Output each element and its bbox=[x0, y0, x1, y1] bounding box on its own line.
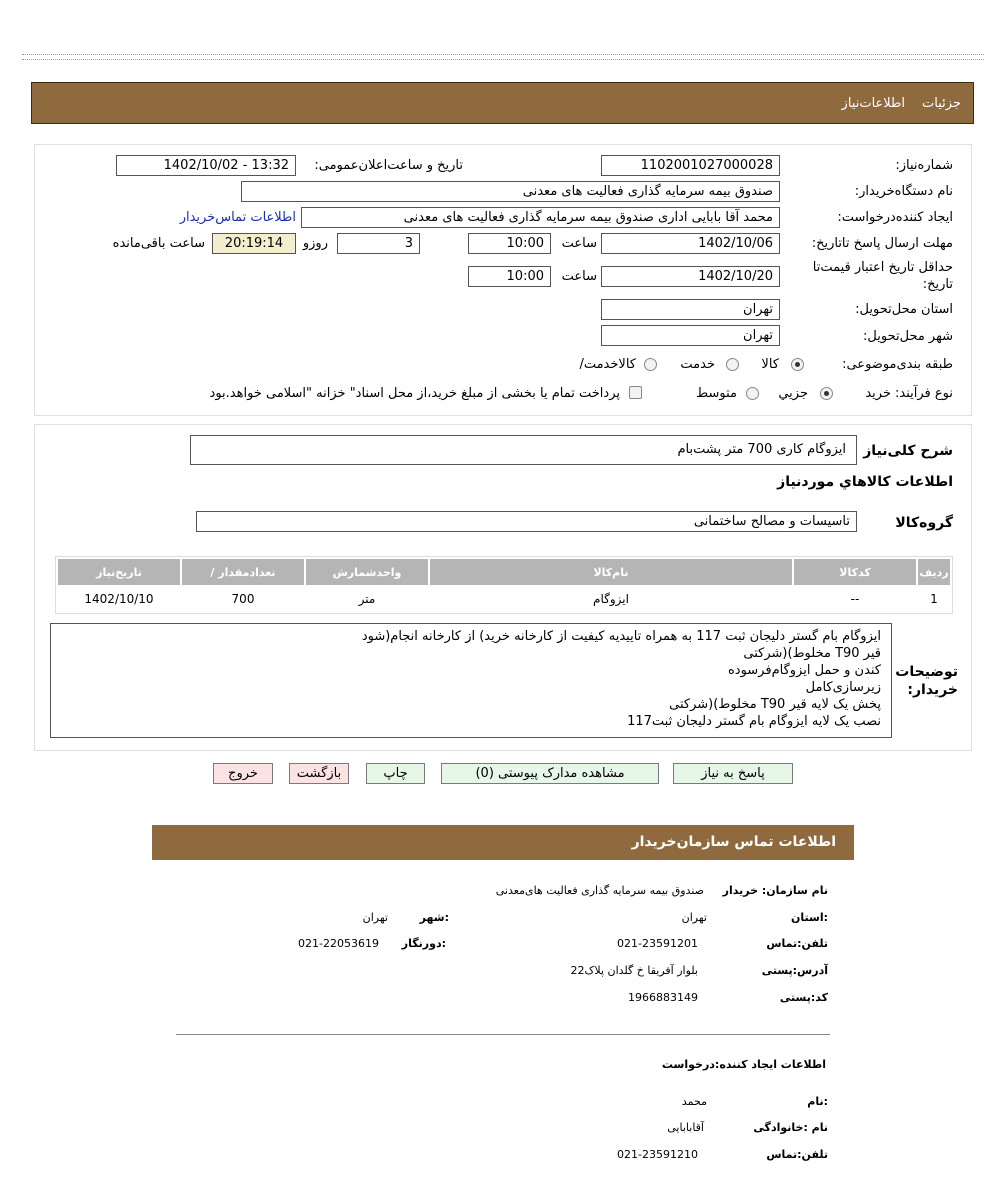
exit-button[interactable]: خروج bbox=[213, 763, 273, 784]
process-minor-label: جزیي bbox=[778, 386, 808, 401]
col-date: تاریخ‌نیاز bbox=[58, 559, 180, 585]
goods-heading: اطلاعات کالاهاي موردنیاز bbox=[777, 474, 953, 490]
summary-field: ایزوگام کاری 700 متر پشت‌بام bbox=[190, 435, 857, 465]
creator-name-value: محمد bbox=[681, 1095, 707, 1108]
process-minor-radio[interactable] bbox=[820, 387, 833, 400]
validity-time-field: 10:00 bbox=[468, 266, 551, 287]
print-button[interactable]: چاپ bbox=[366, 763, 425, 784]
header-title: اطلاعات‌نیاز bbox=[841, 96, 905, 111]
cell-date: 1402/10/10 bbox=[84, 592, 154, 606]
validity-label-1: حداقل تاریخ اعتبار قیمت‌تا bbox=[812, 260, 953, 275]
description-line: زیرسازی‌کامل bbox=[805, 680, 881, 695]
description-line: نصب یک لایه ایزوگام بام گستر دلیجان ثبت117 bbox=[627, 714, 881, 729]
creator-phone-value: 021-23591210 bbox=[617, 1148, 698, 1161]
process-medium-radio[interactable] bbox=[746, 387, 759, 400]
group-field: تاسیسات و مصالح ساختمانی bbox=[196, 511, 857, 532]
description-label-2: خریدار: bbox=[907, 682, 958, 698]
col-code: کدکالا bbox=[794, 559, 916, 585]
buyer-contact-link[interactable]: اطلاعات تماس‌خریدار bbox=[179, 210, 296, 225]
announce-label: تاریخ و ساعت‌اعلان‌عمومی: bbox=[314, 158, 463, 173]
contact-phone-label: تلفن:تماس bbox=[766, 937, 828, 950]
cell-code: -- bbox=[850, 592, 860, 606]
address-label: آدرس:پستی bbox=[761, 964, 828, 977]
fax-value: 021-22053619 bbox=[298, 937, 379, 950]
announce-field: 1402/10/02 - 13:32 bbox=[116, 155, 296, 176]
org-value: صندوق بیمه سرمایه گذاری فعالیت های‌معدنی bbox=[495, 884, 704, 897]
fax-label: :دورنگار bbox=[401, 937, 446, 950]
cell-name: ایزوگام bbox=[593, 592, 629, 606]
contact-city-value: تهران bbox=[362, 911, 388, 924]
contact-province-label: :استان bbox=[791, 911, 828, 924]
col-quantity: تعداد‌مقدار / bbox=[182, 559, 304, 585]
group-label: گروه‌کالا bbox=[895, 515, 953, 531]
buyer-org-label: نام دستگاه‌خریدار: bbox=[854, 184, 953, 199]
buyer-description bbox=[50, 623, 892, 738]
buyer-org-field: صندوق بیمه سرمایه گذاری فعالیت های معدنی bbox=[241, 181, 780, 202]
cell-row: 1 bbox=[930, 592, 938, 606]
back-button[interactable]: بازگشت bbox=[289, 763, 349, 784]
col-unit: واحدشمارش bbox=[306, 559, 428, 585]
remaining-time-field: 20:19:14 bbox=[212, 233, 296, 254]
remaining-label: ساعت باقی‌مانده bbox=[112, 236, 205, 251]
creator-phone-label: تلفن:تماس bbox=[766, 1148, 828, 1161]
province-field: تهران bbox=[601, 299, 780, 320]
buyer-contact-header bbox=[152, 825, 854, 860]
validity-time-label: ساعت bbox=[561, 269, 597, 284]
category-service-label: خدمت bbox=[680, 357, 715, 372]
category-goods-label: کالا bbox=[761, 357, 779, 372]
org-label: نام سازمان: خریدار bbox=[722, 884, 828, 897]
deadline-date-field: 1402/10/06 bbox=[601, 233, 780, 254]
creator-name-label: :نام bbox=[807, 1095, 828, 1108]
treasury-payment-checkbox[interactable] bbox=[629, 386, 642, 399]
need-info-header bbox=[31, 82, 974, 124]
city-label: شهر محل‌تحویل: bbox=[863, 329, 953, 344]
contact-divider bbox=[176, 1034, 830, 1035]
need-number-field: 1102001027000028 bbox=[601, 155, 780, 176]
process-label: نوع فرآیند: bbox=[895, 386, 953, 401]
creator-field: محمد آقا بابایی اداری صندوق بیمه سرمایه گذاری فعالیت های معدنی bbox=[301, 207, 780, 228]
creator-label: ایجاد کننده‌درخواست: bbox=[837, 210, 953, 225]
validity-label-2: تاریخ: bbox=[922, 277, 953, 292]
buyer-contact-title: اطلاعات تماس سازمان‌خریدار bbox=[631, 834, 836, 850]
description-label-1: توضیحات bbox=[895, 664, 958, 680]
category-service-radio[interactable] bbox=[726, 358, 739, 371]
province-label: استان محل‌تحویل: bbox=[855, 302, 953, 317]
contact-phone-value: 021-23591201 bbox=[617, 937, 698, 950]
postal-label: کد:پستی bbox=[779, 991, 828, 1004]
category-goods-radio[interactable] bbox=[791, 358, 804, 371]
col-name: نام‌کالا bbox=[430, 559, 792, 585]
deadline-time-label: ساعت bbox=[561, 236, 597, 251]
description-line: پخش یک لایه قیر T90 مخلوط)(شرکتی bbox=[669, 697, 881, 712]
summary-label: شرح کلی‌نیاز bbox=[863, 443, 953, 459]
deadline-label: مهلت ارسال ‌پاسخ تا‌تاریخ: bbox=[811, 236, 953, 251]
category-goods-service-label: کالاخدمت/ bbox=[579, 357, 636, 372]
top-dotted-divider bbox=[22, 54, 984, 60]
attachments-button[interactable]: مشاهده مدارک پیوستی (0) bbox=[441, 763, 659, 784]
process-medium-label: متوسط bbox=[696, 386, 737, 401]
days-label: روزو bbox=[302, 236, 328, 251]
contact-province-value: تهران bbox=[681, 911, 707, 924]
category-label: طبقه بندی‌موضوعی: bbox=[842, 357, 953, 372]
goods-table-header bbox=[58, 559, 950, 585]
reply-button[interactable]: پاسخ به نیاز bbox=[673, 763, 793, 784]
cell-unit: متر bbox=[358, 592, 376, 606]
col-row: ردیف bbox=[918, 559, 950, 585]
need-number-label: شماره‌نیاز: bbox=[895, 158, 953, 173]
creator-family-value: آقابابایی bbox=[667, 1121, 704, 1134]
description-line: قیر T90 مخلوط)(شرکتی bbox=[743, 646, 881, 661]
description-line: ایزوگام بام گستر دلیجان ثبت 117 به همراه تاییدیه کیفیت از کارخانه خرید) از کارخانه انجام(شود bbox=[361, 629, 881, 644]
treasury-payment-note: پرداخت تمام یا بخشی از مبلغ خرید،از محل اسناد" خزانه "اسلامی خواهد.بود bbox=[209, 386, 620, 401]
category-goods-service-radio[interactable] bbox=[644, 358, 657, 371]
days-field: 3 bbox=[337, 233, 420, 254]
validity-date-field: 1402/10/20 bbox=[601, 266, 780, 287]
creator-info-heading: اطلاعات ایجاد کننده:درخواست bbox=[661, 1058, 826, 1071]
address-value: بلوار آفریقا خ گلدان پلاک22 bbox=[570, 964, 698, 977]
description-line: کندن و حمل ایزوگام‌فرسوده bbox=[727, 663, 881, 678]
deadline-time-field: 10:00 bbox=[468, 233, 551, 254]
postal-value: 1966883149 bbox=[628, 991, 698, 1004]
table-row bbox=[58, 587, 950, 611]
cell-quantity: 700 bbox=[231, 592, 255, 606]
city-field: تهران bbox=[601, 325, 780, 346]
header-details-tab[interactable]: جزئیات bbox=[922, 96, 961, 111]
goods-table bbox=[55, 556, 953, 614]
creator-family-label: نام :خانوادگی bbox=[753, 1121, 828, 1134]
contact-city-label: :شهر bbox=[419, 911, 449, 924]
process-buy-label: خرید bbox=[865, 386, 891, 401]
